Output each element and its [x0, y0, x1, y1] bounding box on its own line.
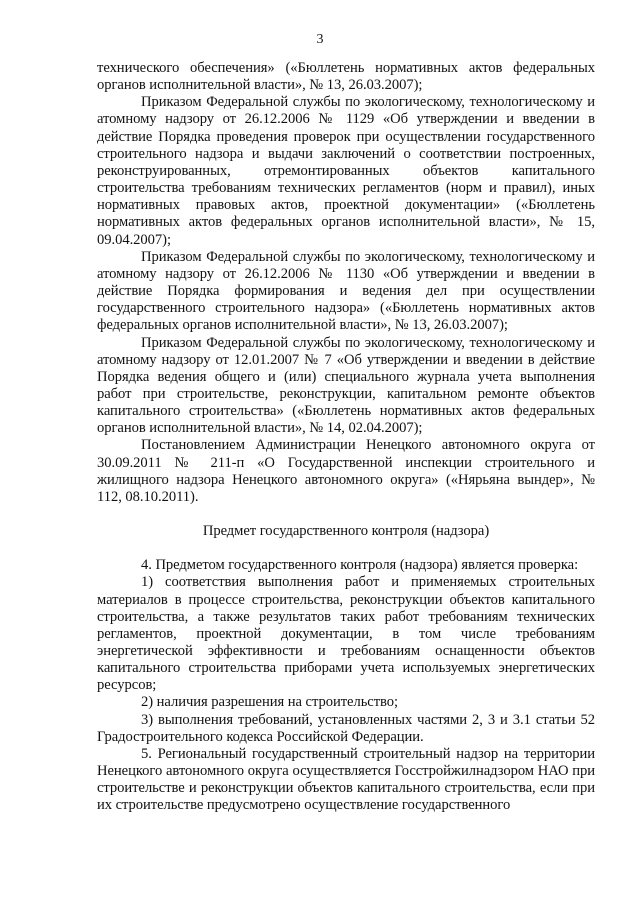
spacer: [97, 506, 595, 523]
document-body: [97, 60, 595, 815]
paragraph-subitem-3: 3) выполнения требований, установленных частями 2, 3 и 3.1 статьи 52 Градостроительного кодекса Российской Федерации.: [97, 711, 595, 745]
paragraph-continuation: технического обеспечения» («Бюллетень нормативных актов федеральных органов исполнительной власти», № 13, 26.03.2007);: [97, 60, 595, 94]
paragraph-item-4: 4. Предметом государственного контроля (надзора) является проверка:: [141, 557, 579, 574]
paragraph-subitem-2: 2) наличия разрешения на строительство;: [141, 694, 399, 711]
paragraph-resolution-211p: Постановлением Администрации Ненецкого автономного округа от 30.09.2011 № 211-п «О Государственной инспекции строительного и жилищного надзора Ненецкого автономного округа» («Нярьяна вындер», № 112, 08.10.2011).: [97, 437, 595, 505]
paragraph-subitem-1: 1) соответствия выполнения работ и применяемых строительных материалов в процессе строительства, реконструкции объектов капитального строительства, а также результатов таких работ требованиям технических регламентов, проектной документации, в том числе требованиям энергетической эффективности и требованиям оснащенности объектов капитального строительства приборами учета используемых энергетических ресурсов;: [97, 574, 595, 694]
paragraph-order-7: Приказом Федеральной службы по экологическому, технологическому и атомному надзору от 12.01.2007 № 7 «Об утверждении и введении в действие Порядка ведения общего и (или) специального журнала учета выполнения работ при строительстве, реконструкции, капитальном ремонте объектов капитального строительства» («Бюллетень нормативных актов федеральных органов исполнительной власти», № 14, 02.04.2007);: [97, 334, 595, 437]
paragraph-order-1129: Приказом Федеральной службы по экологическому, технологическому и атомному надзору от 26.12.2006 № 1129 «Об утверждении и введении в действие Порядка проведения проверок при осуществлении государственного строительного надзора и выдачи заключений о соответствии построенных, реконструированных, отремонтированных объектов капитального строительства требованиям технических регламентов (норм и правил), иных нормативных правовых актов, проектной документации» («Бюллетень нормативных актов федеральных органов исполнительной власти», № 15, 09.04.2007);: [97, 94, 595, 248]
paragraph-order-1130: Приказом Федеральной службы по экологическому, технологическому и атомному надзору от 26.12.2006 № 1130 «Об утверждении и введении в действие Порядка формирования и ведения дел при осуществлении государственного строительного надзора» («Бюллетень нормативных актов федеральных органов исполнительной власти», № 13, 26.03.2007);: [97, 248, 595, 334]
page-number: 3: [316, 32, 324, 47]
section-heading: Предмет государственного контроля (надзора): [202, 523, 490, 540]
paragraph-item-5: 5. Региональный государственный строительный надзор на территории Ненецкого автономного округа осуществляется Госстройжилнадзором НАО при строительстве и реконструкции объектов капитального строительства, если при их строительстве предусмотрено осуществление государственного: [97, 745, 595, 814]
spacer: [97, 540, 595, 557]
